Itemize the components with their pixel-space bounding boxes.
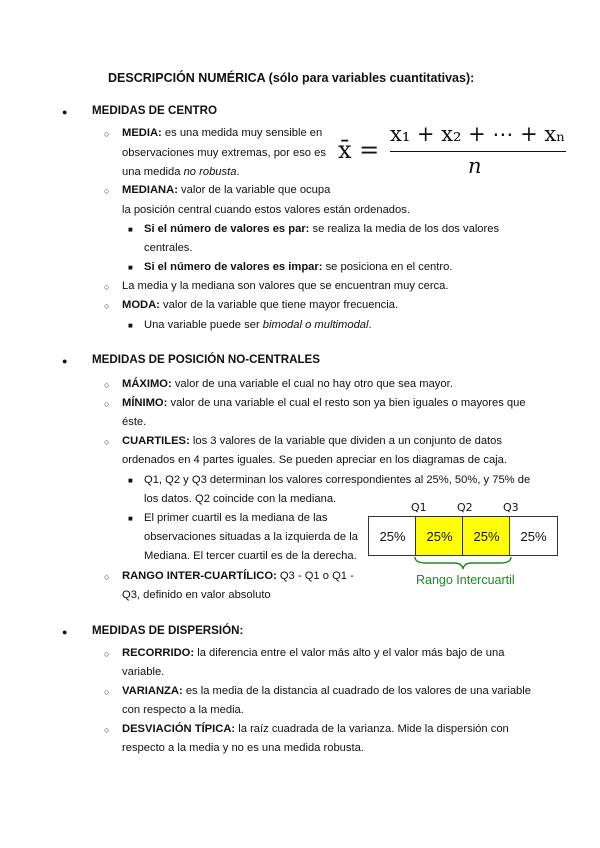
par-line-2: centrales. xyxy=(144,242,193,254)
square-bullet-icon: ■ xyxy=(128,225,133,234)
mean-formula xyxy=(338,120,578,184)
maximo-line: MÁXIMO: valor de una variable el cual no hay otro que sea mayor. xyxy=(122,378,453,390)
recorrido-line-1: RECORRIDO: la diferencia entre el valor más alto y el valor más bajo de una xyxy=(122,647,505,659)
primer-cuartil-line-2: observaciones situadas a la izquierda de la xyxy=(144,531,358,543)
section-heading-posicion: MEDIDAS DE POSICIÓN NO-CENTRALES xyxy=(92,353,321,366)
minimo-line-1: MÍNIMO: valor de una variable el cual el resto son ya bien iguales o mayores que xyxy=(122,397,526,409)
primer-cuartil-line-3: Mediana. El tercer cuartil es de la derecha. xyxy=(144,550,357,562)
q-line-1: Q1, Q2 y Q3 determinan los valores correspondientes al 25%, 50%, y 75% de xyxy=(144,474,531,486)
circle-bullet-icon: ○ xyxy=(104,301,110,311)
section-heading-dispersion: MEDIDAS DE DISPERSIÓN: xyxy=(92,624,244,637)
media-line-1: MEDIA: es una medida muy sensible en xyxy=(122,127,323,139)
desviacion-line-1: DESVIACIÓN TÍPICA: la raíz cuadrada de la varianza. Mide la dispersión con xyxy=(122,723,509,735)
mediana-line-2: la posición central cuando estos valores están ordenados. xyxy=(122,204,410,216)
par-line-1: Si el número de valores es par: se realiza la media de los dos valores xyxy=(144,223,500,235)
minimo-line-2: éste. xyxy=(122,416,147,428)
circle-bullet-icon: ○ xyxy=(104,380,110,390)
rango-intercuartil-caption: Rango Intercuartil xyxy=(416,573,515,587)
quartile-box-1: 25% xyxy=(368,516,417,556)
desviacion-line-2: respecto a la media y no es una medida robusta. xyxy=(122,742,364,754)
formula-lhs: x̄ = xyxy=(338,136,380,164)
media-line-3: una medida no robusta. xyxy=(122,166,240,178)
q-line-2: los datos. Q2 coincide con la mediana. xyxy=(144,493,337,505)
circle-bullet-icon: ○ xyxy=(104,687,110,697)
quartile-box-3: 25% xyxy=(462,516,511,556)
impar-line: Si el número de valores es impar: se posiciona en el centro. xyxy=(144,261,453,273)
page-title: DESCRIPCIÓN NUMÉRICA (sólo para variables cuantitativas): xyxy=(108,71,475,85)
recorrido-line-2: variable. xyxy=(122,666,165,678)
bullet-icon: ● xyxy=(62,107,68,117)
q2-label: Q2 xyxy=(457,501,473,514)
cuartiles-line-1: CUARTILES: los 3 valores de la variable que dividen a un conjunto de datos xyxy=(122,435,502,447)
bullet-icon: ● xyxy=(62,356,68,366)
varianza-line-1: VARIANZA: es la media de la distancia al cuadrado de los valores de una variable xyxy=(122,685,531,697)
circle-bullet-icon: ○ xyxy=(104,282,110,292)
interquartile-brace xyxy=(414,556,512,570)
bullet-icon: ● xyxy=(62,627,68,637)
q1-label: Q1 xyxy=(411,501,427,514)
circle-bullet-icon: ○ xyxy=(104,649,110,659)
section-heading-centro: MEDIDAS DE CENTRO xyxy=(92,104,217,117)
circle-bullet-icon: ○ xyxy=(104,572,110,582)
square-bullet-icon: ■ xyxy=(128,263,133,272)
rango-line-2: Q3, definido en valor absoluto xyxy=(122,589,271,601)
circle-bullet-icon: ○ xyxy=(104,129,110,139)
square-bullet-icon: ■ xyxy=(128,321,133,330)
circle-bullet-icon: ○ xyxy=(104,399,110,409)
mediana-line-1: MEDIANA: valor de la variable que ocupa xyxy=(122,184,331,196)
formula-numerator: x₁ + x₂ + ⋯ + xₙ xyxy=(390,122,566,146)
formula-denominator: n xyxy=(468,154,482,178)
quartile-box-2: 25% xyxy=(415,516,464,556)
cuartiles-line-2: ordenados en 4 partes iguales. Se pueden apreciar en los diagramas de caja. xyxy=(122,454,507,466)
circle-bullet-icon: ○ xyxy=(104,725,110,735)
media-line-2: observaciones muy extremas, por eso es xyxy=(122,147,326,159)
rango-line-1: RANGO INTER-CUARTÍLICO: Q3 - Q1 o Q1 - xyxy=(122,570,354,582)
q3-label: Q3 xyxy=(503,501,519,514)
circle-bullet-icon: ○ xyxy=(104,437,110,447)
square-bullet-icon: ■ xyxy=(128,476,133,485)
moda-line: MODA: valor de la variable que tiene mayor frecuencia. xyxy=(122,299,399,311)
media-mediana-line: La media y la mediana son valores que se encuentran muy cerca. xyxy=(122,280,449,292)
formula-fraction-bar xyxy=(390,151,566,152)
varianza-line-2: con respecto a la media. xyxy=(122,704,244,716)
primer-cuartil-line-1: El primer cuartil es la mediana de las xyxy=(144,512,328,524)
quartile-box-4: 25% xyxy=(509,516,558,556)
bimodal-line: Una variable puede ser bimodal o multimodal. xyxy=(144,319,372,331)
circle-bullet-icon: ○ xyxy=(104,186,110,196)
square-bullet-icon: ■ xyxy=(128,514,133,523)
